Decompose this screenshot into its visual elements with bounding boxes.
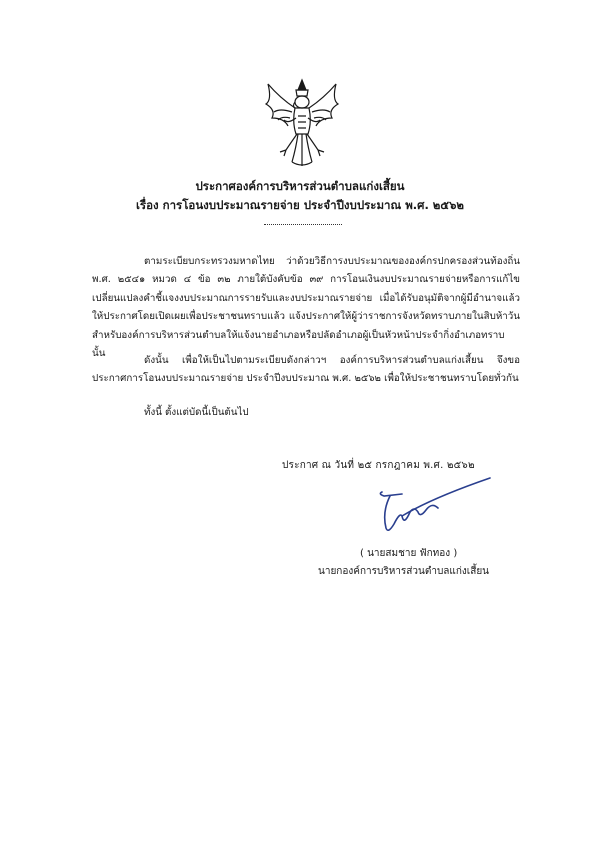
paragraph-1-text: ตามระเบียบกระทรวงมหาดไทย ว่าด้วยวิธีการงบประมาณขององค์กรปกครองส่วนท้องถิ่น พ.ศ. ๒๕๔๑ หมวด ๔ ข้อ ๓๒ ภายใต้บังคับข้อ ๓๙ การโอนเงินงบประมาณรายจ่ายหรือการแก้ไขเปลี่ยนแปลงคำชี้แจงงบประมาณการรายรับและงบประมาณรายจ่าย เมื่อได้รับอนุมัติจากผู้มีอำนาจแล้วให้ประกาศโดยเปิดเผยเพื่อประชาชนทราบแล้ว แจ้งประกาศให้ผู้ว่าราชการจังหวัดทราบภายในสิบห้าวัน สำหรับองค์การบริหารส่วนตำบลให้แจ้งนายอำเภอหรือปลัดอำเภอผู้เป็นหัวหน้าประจำกิ่งอำเภอทราบ นั้น	[92, 256, 520, 360]
paragraph-3-text: ทั้งนี้ ตั้งแต่บัดนี้เป็นต้นไป	[144, 407, 249, 418]
signer-position: นายกองค์การบริหารส่วนตำบลแก่งเสี้ยน	[318, 566, 490, 577]
garuda-emblem-icon	[262, 78, 342, 170]
body-paragraph-2	[92, 352, 520, 389]
title-divider	[264, 224, 342, 225]
announcement-title: ประกาศองค์การบริหารส่วนตำบลแก่งเสี้ยน	[195, 179, 405, 193]
body-paragraph-1	[92, 253, 520, 363]
paragraph-2-text: ดังนั้น เพื่อให้เป็นไปตามระเบียบดังกล่าวฯ องค์การบริหารส่วนตำบลแก่งเสี้ยน จึงขอประกาศการโอนงบประมาณรายจ่าย ประจำปีงบประมาณ พ.ศ. ๒๕๖๒ เพื่อให้ประชาชนทราบโดยทั่วกัน	[92, 355, 520, 385]
signer-name: ( นายสมชาย ฟักทอง )	[360, 548, 458, 559]
announcement-subject: เรื่อง การโอนงบประมาณรายจ่าย ประจำปีงบประมาณ พ.ศ. ๒๕๖๒	[136, 198, 464, 212]
handwritten-signature-icon	[372, 472, 492, 542]
announcement-date: ประกาศ ณ วันที่ ๒๕ กรกฎาคม พ.ศ. ๒๕๖๒	[282, 460, 475, 471]
body-paragraph-3	[92, 404, 520, 422]
